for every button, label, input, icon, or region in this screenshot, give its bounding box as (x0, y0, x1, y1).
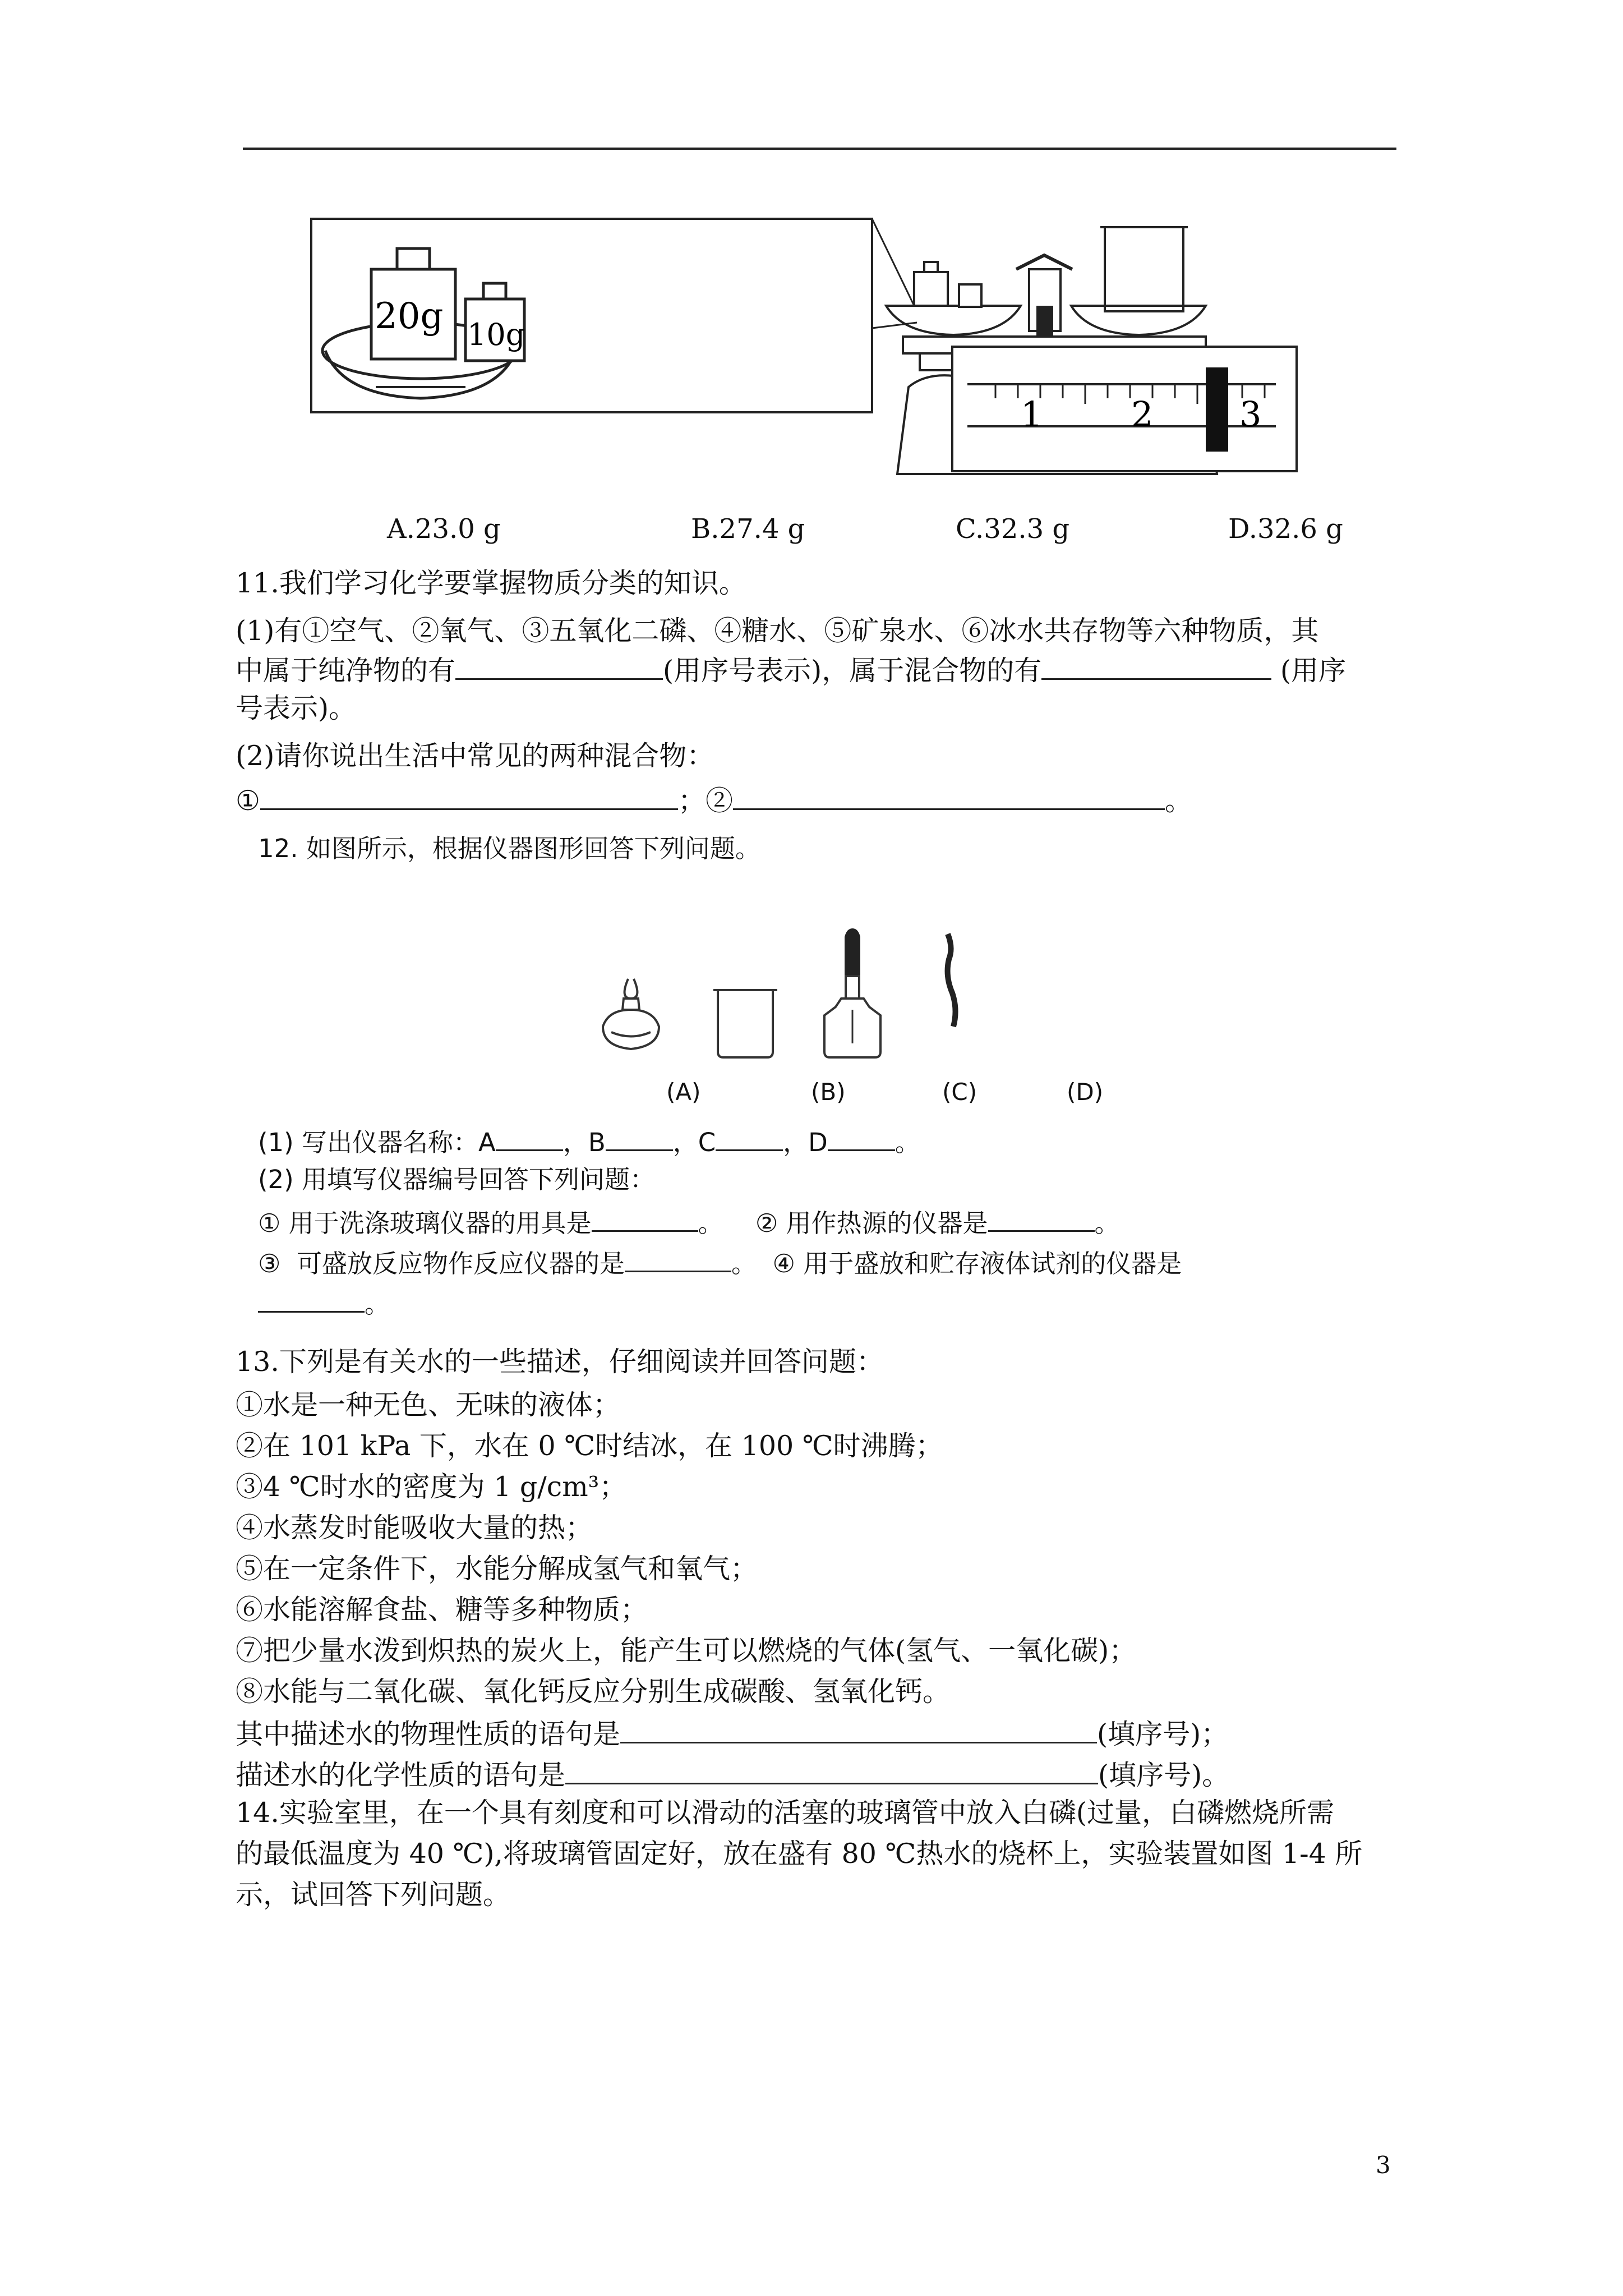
q13-item-1: ①水是一种无色、无味的液体； (236, 1389, 621, 1421)
answer-blank[interactable] (733, 783, 1165, 810)
q11-text: (用序 (1271, 655, 1346, 687)
answer-blank[interactable] (625, 1245, 731, 1272)
q13-item-2: ②在 101 kPa 下，水在 0 ℃时结冰，在 100 ℃时沸腾； (236, 1430, 943, 1462)
page-number: 3 (1376, 2151, 1391, 2179)
dropper-bottle (824, 928, 880, 1057)
q12-text: ③ 可盛放反应物作反应仪器的是 (258, 1249, 625, 1278)
scale-inset (951, 345, 1298, 473)
q11-p1-line1: (1)有①空气、②氧气、③五氧化二磷、④糖水、⑤矿泉水、⑥冰水共存物等六种物质，其 (236, 615, 1319, 647)
q13-text: 其中描述水的物理性质的语句是 (236, 1718, 621, 1750)
q12-text: 。 (1094, 1208, 1120, 1238)
q12-text: 。 (895, 1128, 920, 1157)
q13-item-6: ⑥水能溶解食盐、糖等多种物质； (236, 1594, 648, 1626)
header-rule (243, 148, 1396, 150)
answer-blank[interactable] (606, 1124, 673, 1151)
answer-blank[interactable] (988, 1204, 1095, 1232)
instruments-figure (589, 926, 993, 1060)
alcohol-lamp (603, 979, 659, 1049)
q12-p2-line3 (258, 1285, 390, 1320)
figure-label-c: (C) (942, 1078, 978, 1106)
q11-text: ① (236, 785, 260, 817)
answer-blank[interactable] (260, 783, 678, 810)
q12-text: ，D (783, 1128, 828, 1157)
option-c: C.32.3 g (956, 513, 1070, 545)
figure-label-d: (D) (1067, 1078, 1104, 1106)
weight-small-label: 10g (467, 317, 525, 352)
q12-p2-line2 (258, 1245, 1182, 1280)
test-tube-brush (948, 934, 956, 1027)
q12-p1 (258, 1124, 920, 1158)
answer-blank[interactable] (620, 1716, 1097, 1743)
q13-physical-question (236, 1716, 1228, 1751)
q13-item-3: ③4 ℃时水的密度为 1 g/cm³； (236, 1471, 627, 1503)
answer-blank[interactable] (455, 652, 663, 680)
answer-blank[interactable] (258, 1285, 365, 1313)
q13-text: 描述水的化学性质的语句是 (236, 1759, 566, 1791)
q11-p2: (2)请你说出生活中常见的两种混合物： (236, 740, 714, 772)
q11-text: 。 (1164, 785, 1192, 817)
q11-stem: 11.我们学习化学要掌握物质分类的知识。 (236, 567, 746, 599)
q13-item-7: ⑦把少量水泼到炽热的炭火上，能产生可以燃烧的气体(氢气、一氧化碳)； (236, 1635, 1137, 1667)
scale-tick-2: 2 (1131, 394, 1154, 435)
answer-blank[interactable] (592, 1204, 698, 1232)
beaker (718, 990, 773, 1057)
option-a: A.23.0 g (387, 513, 501, 545)
q12-text: 。 ② 用作热源的仪器是 (698, 1208, 988, 1238)
q11-text: (用序号表示)，属于混合物的有 (663, 655, 1042, 687)
q13-text: (填序号)； (1097, 1718, 1229, 1750)
q11-text: ；② (677, 785, 733, 817)
q12-p2: (2) 用填写仪器编号回答下列问题： (258, 1165, 656, 1194)
q12-stem: 12. 如图所示，根据仪器图形回答下列问题。 (258, 834, 760, 863)
answer-blank[interactable] (716, 1124, 783, 1151)
q13-item-8: ⑧水能与二氧化碳、氧化钙反应分别生成碳酸、氢氧化钙。 (236, 1676, 951, 1708)
q14-line3: 示，试回答下列问题。 (236, 1879, 511, 1911)
q12-text: 。 (365, 1289, 390, 1319)
scale-tick-1: 1 (1021, 394, 1043, 435)
q13-item-4: ④水蒸发时能吸收大量的热； (236, 1512, 593, 1544)
scale-tick-3: 3 (1239, 394, 1262, 435)
q13-chemical-question (236, 1757, 1229, 1792)
q13-item-5: ⑤在一定条件下，水能分解成氢气和氧气； (236, 1553, 758, 1585)
q14-line2: 的最低温度为 40 ℃),将玻璃管固定好，放在盛有 80 ℃热水的烧杯上，实验装置如图 1-4 所 (236, 1838, 1363, 1870)
q12-text: ，C (672, 1128, 716, 1157)
q12-text: ，B (562, 1128, 606, 1157)
q14-line1: 14.实验室里，在一个具有刻度和可以滑动的活塞的玻璃管中放入白磷(过量，白磷燃烧所需 (236, 1797, 1335, 1829)
q12-text: 。 ④ 用于盛放和贮存液体试剂的仪器是 (731, 1249, 1182, 1278)
option-b: B.27.4 g (691, 513, 805, 545)
answer-blank[interactable] (565, 1757, 1098, 1784)
figure-label-b: (B) (811, 1078, 846, 1106)
option-d: D.32.6 g (1228, 513, 1343, 545)
q11-p2-answers (236, 783, 1192, 818)
answer-blank[interactable] (1041, 652, 1271, 680)
answer-blank[interactable] (496, 1124, 563, 1151)
q11-p1-line3: 号表示)。 (236, 692, 357, 724)
q11-text: 中属于纯净物的有 (236, 655, 456, 687)
q12-p2-line1 (258, 1204, 1120, 1239)
figure-label-a: (A) (666, 1078, 701, 1106)
weight-big-label: 20g (375, 296, 444, 337)
q11-p1-line2 (236, 652, 1346, 688)
q13-stem: 13.下列是有关水的一些描述，仔细阅读并回答问题： (236, 1346, 884, 1378)
q13-text: (填序号)。 (1098, 1759, 1230, 1791)
q12-text: ① 用于洗涤玻璃仪器的用具是 (258, 1208, 592, 1238)
answer-blank[interactable] (828, 1124, 895, 1151)
q12-text: (1) 写出仪器名称：A (258, 1128, 496, 1157)
